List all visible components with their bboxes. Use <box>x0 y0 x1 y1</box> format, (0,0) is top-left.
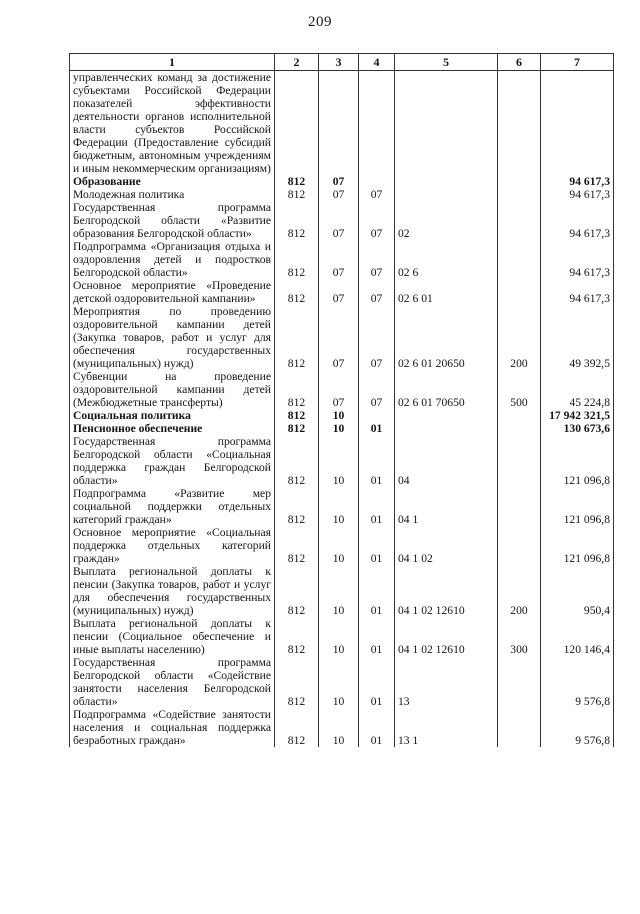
column-header: 1 <box>70 54 275 71</box>
row-grbs-code: 812 <box>275 487 319 526</box>
row-amount: 45 224,8 <box>541 370 614 409</box>
row-grbs-code: 812 <box>275 279 319 305</box>
row-expense-type-code <box>498 201 541 240</box>
row-subsection-code: 07 <box>359 370 395 409</box>
row-expense-type-code: 200 <box>498 305 541 370</box>
row-expense-type-code <box>498 435 541 487</box>
row-section-code: 10 <box>319 487 359 526</box>
row-name: Выплата региональной доплаты к пенсии (Закупка товаров, работ и услуг для обеспечения государственных (муниципальных) нужд) <box>70 565 275 617</box>
row-grbs-code <box>275 71 319 176</box>
row-amount: 9 576,8 <box>541 656 614 708</box>
row-expense-type-code <box>498 175 541 188</box>
row-expense-type-code <box>498 422 541 435</box>
row-expense-type-code: 500 <box>498 370 541 409</box>
row-amount: 49 392,5 <box>541 305 614 370</box>
row-name: Подпрограмма «Развитие мер социальной поддержки отдельных категорий граждан» <box>70 487 275 526</box>
row-grbs-code: 812 <box>275 305 319 370</box>
row-section-code: 10 <box>319 708 359 747</box>
row-name: Государственная программа Белгородской области «Развитие образования Белгородской области» <box>70 201 275 240</box>
row-grbs-code: 812 <box>275 656 319 708</box>
row-section-code: 07 <box>319 240 359 279</box>
row-section-code <box>319 71 359 176</box>
row-subsection-code: 01 <box>359 526 395 565</box>
row-name: Мероприятия по проведению оздоровительной кампании детей (Закупка товаров, работ и услуг для обеспечения государственных (муниципальных) нужд) <box>70 305 275 370</box>
row-grbs-code: 812 <box>275 201 319 240</box>
table-row <box>70 370 614 409</box>
row-grbs-code: 812 <box>275 435 319 487</box>
row-amount: 120 146,4 <box>541 617 614 656</box>
row-name: Основное мероприятие «Социальная поддержка отдельных категорий граждан» <box>70 526 275 565</box>
row-subsection-code: 07 <box>359 305 395 370</box>
row-amount: 94 617,3 <box>541 279 614 305</box>
budget-table <box>69 53 614 747</box>
table-body <box>70 71 614 748</box>
row-target-article-code: 04 1 02 12610 <box>395 565 498 617</box>
row-section-code: 10 <box>319 435 359 487</box>
row-subsection-code: 01 <box>359 487 395 526</box>
header-row <box>70 54 614 71</box>
row-amount: 130 673,6 <box>541 422 614 435</box>
table-row <box>70 565 614 617</box>
row-target-article-code <box>395 71 498 176</box>
row-expense-type-code <box>498 487 541 526</box>
row-amount: 121 096,8 <box>541 487 614 526</box>
row-target-article-code <box>395 422 498 435</box>
row-amount: 950,4 <box>541 565 614 617</box>
row-section-code: 10 <box>319 422 359 435</box>
row-name: Подпрограмма «Организация отдыха и оздоровления детей и подростков Белгородской области» <box>70 240 275 279</box>
row-section-code: 07 <box>319 370 359 409</box>
table-row <box>70 279 614 305</box>
row-subsection-code: 07 <box>359 279 395 305</box>
row-target-article-code: 13 1 <box>395 708 498 747</box>
row-name: Государственная программа Белгородской области «Социальная поддержка граждан Белгородской области» <box>70 435 275 487</box>
table-row <box>70 71 614 176</box>
row-name: Подпрограмма «Содействие занятости населения и социальная поддержка безработных граждан» <box>70 708 275 747</box>
row-section-code: 10 <box>319 565 359 617</box>
row-grbs-code: 812 <box>275 175 319 188</box>
row-expense-type-code <box>498 240 541 279</box>
table-row <box>70 409 614 422</box>
table-row <box>70 305 614 370</box>
row-grbs-code: 812 <box>275 565 319 617</box>
row-target-article-code: 02 6 01 70650 <box>395 370 498 409</box>
row-name: Государственная программа Белгородской области «Содействие занятости населения Белгородской области» <box>70 656 275 708</box>
row-subsection-code <box>359 71 395 176</box>
row-subsection-code: 01 <box>359 565 395 617</box>
row-target-article-code <box>395 188 498 201</box>
row-section-code: 07 <box>319 188 359 201</box>
table-row <box>70 656 614 708</box>
row-target-article-code <box>395 175 498 188</box>
row-grbs-code: 812 <box>275 708 319 747</box>
row-subsection-code: 01 <box>359 422 395 435</box>
row-expense-type-code <box>498 71 541 176</box>
row-section-code: 07 <box>319 279 359 305</box>
column-header: 6 <box>498 54 541 71</box>
row-name: Молодежная политика <box>70 188 275 201</box>
column-header: 3 <box>319 54 359 71</box>
table-row <box>70 240 614 279</box>
row-section-code: 07 <box>319 175 359 188</box>
column-header: 4 <box>359 54 395 71</box>
table-row <box>70 708 614 747</box>
row-section-code: 10 <box>319 526 359 565</box>
row-section-code: 10 <box>319 656 359 708</box>
row-name: Пенсионное обеспечение <box>70 422 275 435</box>
row-section-code: 07 <box>319 305 359 370</box>
row-expense-type-code <box>498 279 541 305</box>
row-grbs-code: 812 <box>275 617 319 656</box>
page-number: 209 <box>308 14 332 30</box>
row-section-code: 10 <box>319 409 359 422</box>
row-target-article-code: 04 <box>395 435 498 487</box>
row-grbs-code: 812 <box>275 240 319 279</box>
row-target-article-code: 04 1 02 12610 <box>395 617 498 656</box>
column-header: 7 <box>541 54 614 71</box>
row-target-article-code: 02 6 01 <box>395 279 498 305</box>
row-grbs-code: 812 <box>275 526 319 565</box>
row-amount: 9 576,8 <box>541 708 614 747</box>
row-subsection-code: 01 <box>359 617 395 656</box>
table-row <box>70 188 614 201</box>
row-grbs-code: 812 <box>275 370 319 409</box>
column-header: 2 <box>275 54 319 71</box>
row-amount: 121 096,8 <box>541 435 614 487</box>
row-grbs-code: 812 <box>275 188 319 201</box>
table-row <box>70 422 614 435</box>
row-subsection-code: 01 <box>359 435 395 487</box>
row-subsection-code: 01 <box>359 708 395 747</box>
row-target-article-code: 13 <box>395 656 498 708</box>
row-expense-type-code <box>498 188 541 201</box>
row-name: управленческих команд за достижение субъектами Российской Федерации показателей эффективности деятельности органов исполнительной власти субъектов Российской Федерации (Предоставление субсидий бюджетным, автономным учреждениям и иным некоммерческим организациям) <box>70 71 275 176</box>
column-header: 5 <box>395 54 498 71</box>
table-row <box>70 435 614 487</box>
row-subsection-code <box>359 175 395 188</box>
row-target-article-code: 02 <box>395 201 498 240</box>
row-amount: 121 096,8 <box>541 526 614 565</box>
row-amount: 17 942 321,5 <box>541 409 614 422</box>
row-expense-type-code: 200 <box>498 565 541 617</box>
row-section-code: 07 <box>319 201 359 240</box>
row-subsection-code: 01 <box>359 656 395 708</box>
row-amount: 94 617,3 <box>541 201 614 240</box>
row-name: Основное мероприятие «Проведение детской оздоровительной кампании» <box>70 279 275 305</box>
row-subsection-code <box>359 409 395 422</box>
table-row <box>70 201 614 240</box>
row-target-article-code: 04 1 <box>395 487 498 526</box>
row-amount: 94 617,3 <box>541 240 614 279</box>
row-target-article-code: 04 1 02 <box>395 526 498 565</box>
table-row <box>70 487 614 526</box>
row-section-code: 10 <box>319 617 359 656</box>
row-target-article-code: 02 6 01 20650 <box>395 305 498 370</box>
row-name: Выплата региональной доплаты к пенсии (Социальное обеспечение и иные выплаты населению) <box>70 617 275 656</box>
row-target-article-code <box>395 409 498 422</box>
row-expense-type-code <box>498 656 541 708</box>
row-expense-type-code <box>498 708 541 747</box>
row-amount: 94 617,3 <box>541 188 614 201</box>
row-subsection-code: 07 <box>359 240 395 279</box>
row-target-article-code: 02 6 <box>395 240 498 279</box>
row-name: Образование <box>70 175 275 188</box>
row-grbs-code: 812 <box>275 409 319 422</box>
row-subsection-code: 07 <box>359 201 395 240</box>
row-expense-type-code <box>498 526 541 565</box>
row-subsection-code: 07 <box>359 188 395 201</box>
row-amount: 94 617,3 <box>541 175 614 188</box>
row-amount <box>541 71 614 176</box>
row-grbs-code: 812 <box>275 422 319 435</box>
row-name: Социальная политика <box>70 409 275 422</box>
table-row <box>70 175 614 188</box>
row-expense-type-code: 300 <box>498 617 541 656</box>
row-name: Субвенции на проведение оздоровительной кампании детей (Межбюджетные трансферты) <box>70 370 275 409</box>
table-row <box>70 526 614 565</box>
table-row <box>70 617 614 656</box>
row-expense-type-code <box>498 409 541 422</box>
